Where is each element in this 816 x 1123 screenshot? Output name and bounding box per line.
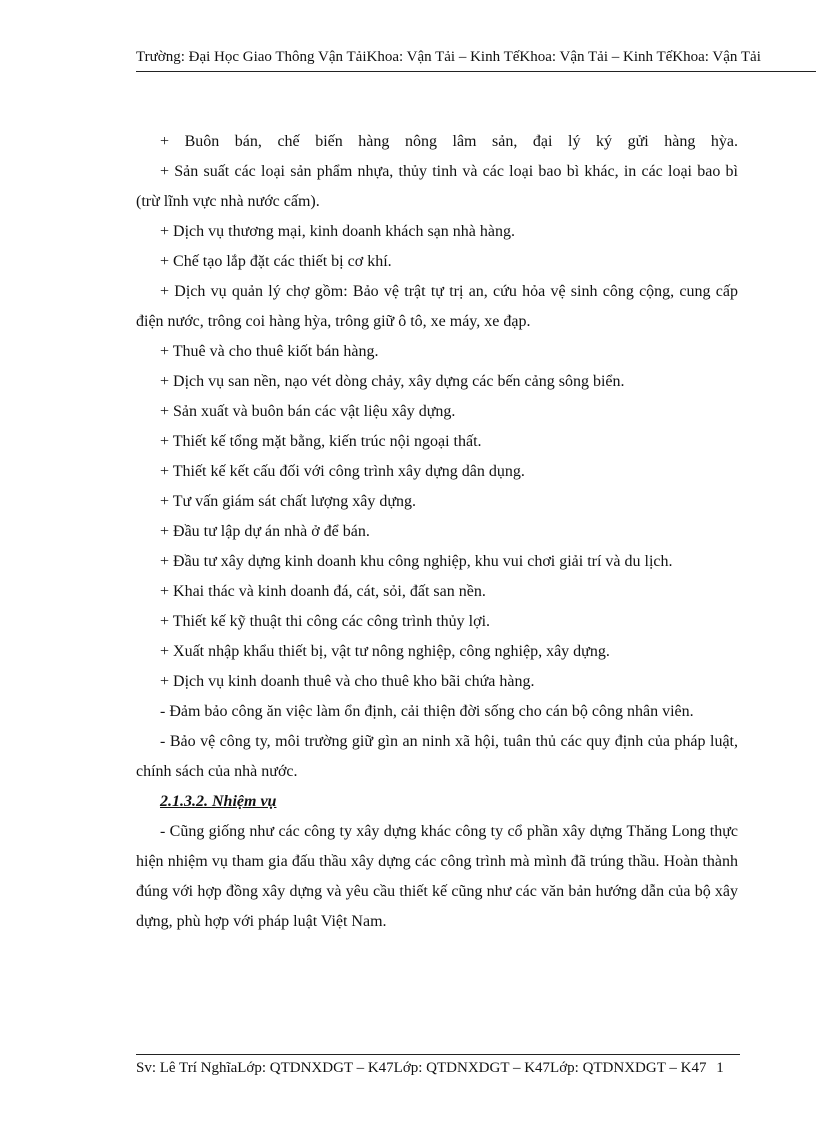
paragraph: + Khai thác và kinh doanh đá, cát, sỏi, đất san nền.	[160, 583, 486, 600]
footer-divider	[136, 1054, 740, 1055]
paragraph: + Thuê và cho thuê kiốt bán hàng.	[160, 343, 379, 360]
paragraph: + Chế tạo lắp đặt các thiết bị cơ khí.	[160, 253, 392, 270]
page-number: 1	[716, 1060, 724, 1076]
header-text: Trường: Đại Học Giao Thông Vận TảiKhoa: Vận Tải – Kinh TếKhoa: Vận Tải – Kinh TếKhoa: Vận Tải	[136, 49, 761, 65]
paragraph: + Dịch vụ kinh doanh thuê và cho thuê kho bãi chứa hàng.	[160, 673, 535, 690]
paragraph: + Sản suất các loại sản phẩm nhựa, thủy tinh và các loại bao bì khác, in các loại bao bì (trừ lĩnh vực nhà nước cấm).	[136, 163, 738, 210]
paragraph: + Thiết kế kết cấu đối với công trình xây dựng dân dụng.	[160, 463, 525, 480]
paragraph: + Dịch vụ san nền, nạo vét dòng chảy, xây dựng các bến cảng sông biển.	[160, 373, 625, 390]
paragraph: + Dịch vụ quản lý chợ gồm: Bảo vệ trật tự trị an, cứu hỏa vệ sinh công cộng, cung cấp điện nước, trông coi hàng hỳa, trông giữ ô tô, xe máy, xe đạp.	[136, 283, 738, 330]
document-body	[136, 127, 738, 937]
paragraph: + Đầu tư lập dự án nhà ở để bán.	[160, 523, 370, 540]
paragraph: + Buôn bán, chế biến hàng nông lâm sản, đại lý ký gửi hàng hỳa.	[160, 133, 738, 150]
page-header	[136, 46, 816, 72]
closing-paragraph: - Cũng giống như các công ty xây dựng khác công ty cổ phần xây dựng Thăng Long thực hiện nhiệm vụ tham gia đấu thầu xây dựng các công trình mà mình đã trúng thầu. Hoàn thành đúng với hợp đồng xây dựng và yêu cầu thiết kế cũng như các văn bản hướng dẫn của bộ xây dựng, phù hợp với pháp luật Việt Nam.	[136, 823, 738, 930]
paragraph: + Thiết kế kỹ thuật thi công các công trình thủy lợi.	[160, 613, 491, 630]
paragraph: + Xuất nhập khẩu thiết bị, vật tư nông nghiệp, công nghiệp, xây dựng.	[160, 643, 610, 660]
footer-text: Sv: Lê Trí NghĩaLớp: QTDNXDGT – K47Lớp: QTDNXDGT – K47Lớp: QTDNXDGT – K47	[136, 1060, 707, 1076]
page-footer	[136, 1057, 776, 1079]
paragraph: + Đầu tư xây dựng kinh doanh khu công nghiệp, khu vui chơi giải trí và du lịch.	[160, 553, 673, 570]
paragraph: + Dịch vụ thương mại, kinh doanh khách sạn nhà hàng.	[160, 223, 515, 240]
paragraph: + Thiết kế tổng mặt bằng, kiến trúc nội ngoại thất.	[160, 433, 482, 450]
paragraph: - Đảm bảo công ăn việc làm ổn định, cải thiện đời sống cho cán bộ công nhân viên.	[160, 703, 694, 720]
paragraph: - Bảo vệ công ty, môi trường giữ gìn an ninh xã hội, tuân thủ các quy định của pháp luật, chính sách của nhà nước.	[136, 733, 738, 780]
section-heading: 2.1.3.2. Nhiệm vụ	[160, 793, 277, 810]
paragraph: + Tư vấn giám sát chất lượng xây dựng.	[160, 493, 417, 510]
paragraph: + Sản xuất và buôn bán các vật liệu xây dựng.	[160, 403, 456, 420]
